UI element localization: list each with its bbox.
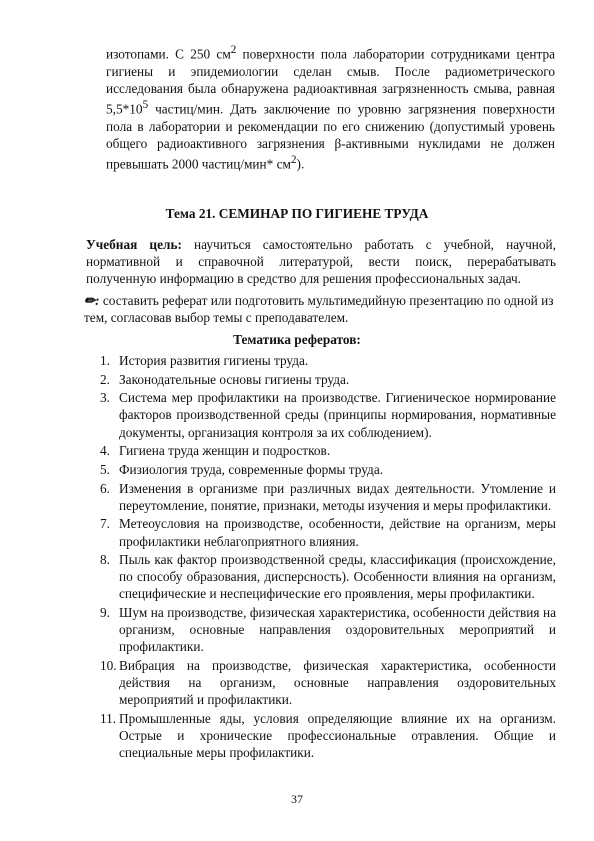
topic-text: Метеоусловия на производстве, особенности, действие на организм, меры профилактики неблагоприятного влияния. bbox=[119, 516, 556, 549]
references-title: Тематика рефератов: bbox=[233, 332, 361, 347]
topic-item bbox=[100, 604, 556, 655]
page-number: 37 bbox=[291, 792, 303, 806]
topic-item bbox=[100, 352, 556, 369]
topic-number: 4. bbox=[100, 443, 110, 459]
topic-item bbox=[100, 710, 556, 761]
learning-goal-text: научиться самостоятельно работать с учебной, научной, нормативной и справочной литературой, вести поиск, перерабатывать полученную информацию в средство для решения профессиональных задач. bbox=[86, 237, 556, 287]
topic-text: Физиология труда, современные формы труда. bbox=[119, 461, 384, 477]
topic-number: 2. bbox=[100, 371, 110, 387]
topic-item bbox=[100, 551, 556, 602]
topic-item bbox=[100, 442, 556, 459]
topic-title: Тема 21. СЕМИНАР ПО ГИГИЕНЕ ТРУДА bbox=[165, 206, 429, 221]
task-block bbox=[84, 292, 556, 326]
topic-text: История развития гигиены труда. bbox=[119, 353, 309, 368]
topic-text: Пыль как фактор производственной среды, классификация (происхождение, по способу образования, дисперсность). Особенности влияния на организм, специфические и неспецифические его проявления, меры профилактики. bbox=[119, 552, 556, 602]
topic-text: Промышленные яды, условия определяющие влияние их на организм. Острые и хронические профессиональные отравления. Общие и специальные меры профилактики. bbox=[119, 710, 556, 760]
topic-text: Законодательные основы гигиены труда. bbox=[119, 371, 350, 387]
topic-item bbox=[100, 515, 556, 549]
topic-number: 3. bbox=[100, 390, 110, 406]
topic-number: 6. bbox=[100, 480, 110, 496]
task-text: составить реферат или подготовить мультимедийную презентацию по одной из тем, согласовав выбор темы с преподавателем. bbox=[84, 293, 554, 326]
learning-goal-label: Учебная цель: bbox=[86, 237, 182, 252]
topic-text: Система мер профилактики на производстве. Гигиеническое нормирование факторов производственной среды (принципы нормирования, нормативные документы, организация контроля за их соблюдением). bbox=[119, 390, 556, 440]
topics-list bbox=[100, 352, 556, 763]
pencil-icon: ✏: bbox=[84, 293, 100, 308]
intro-text: изотопами. С 250 $см^2$ поверхности пола лаборатории сотрудниками центра гигиены и эпидемиологии сделан смыв. После радиометрического исследования была обнаружена радиоактивная загрязненность смыва, равная $5,5*10^5$ частиц/мин. Дать заключение по уровню загрязнения поверхности пола в лаборатории и рекомендации по его снижению (допустимый уровень общего радиоактивного загрязнения β-активными нуклидами не должен превышать 2000 частиц/мин* $см^2$). bbox=[106, 44, 555, 172]
topic-item bbox=[100, 461, 556, 478]
topic-item bbox=[100, 657, 556, 708]
topic-number: 5. bbox=[100, 461, 110, 477]
topic-text: Вибрация на производстве, физическая характеристика, особенности действия на организм, основные направления оздоровительных мероприятий и профилактики. bbox=[119, 657, 556, 708]
intro-paragraph bbox=[106, 42, 555, 173]
topic-item bbox=[100, 389, 556, 440]
topic-text: Гигиена труда женщин и подростков. bbox=[119, 443, 331, 459]
topic-number: 1. bbox=[100, 353, 110, 368]
topic-number: 10. bbox=[100, 657, 117, 673]
topic-number: 8. bbox=[100, 552, 110, 568]
topic-number: 7. bbox=[100, 516, 110, 532]
topic-text: Шум на производстве, физическая характеристика, особенности действия на организм, основные направления оздоровительных мероприятий и профилактики. bbox=[119, 605, 556, 655]
learning-goal bbox=[86, 236, 556, 288]
topic-text: Изменения в организме при различных видах деятельности. Утомление и переутомление, понятие, признаки, методы изучения и меры профилактики. bbox=[119, 480, 556, 513]
topic-item bbox=[100, 480, 556, 514]
topic-number: 11. bbox=[100, 710, 117, 726]
topic-item bbox=[100, 371, 556, 388]
topic-number: 9. bbox=[100, 605, 110, 621]
